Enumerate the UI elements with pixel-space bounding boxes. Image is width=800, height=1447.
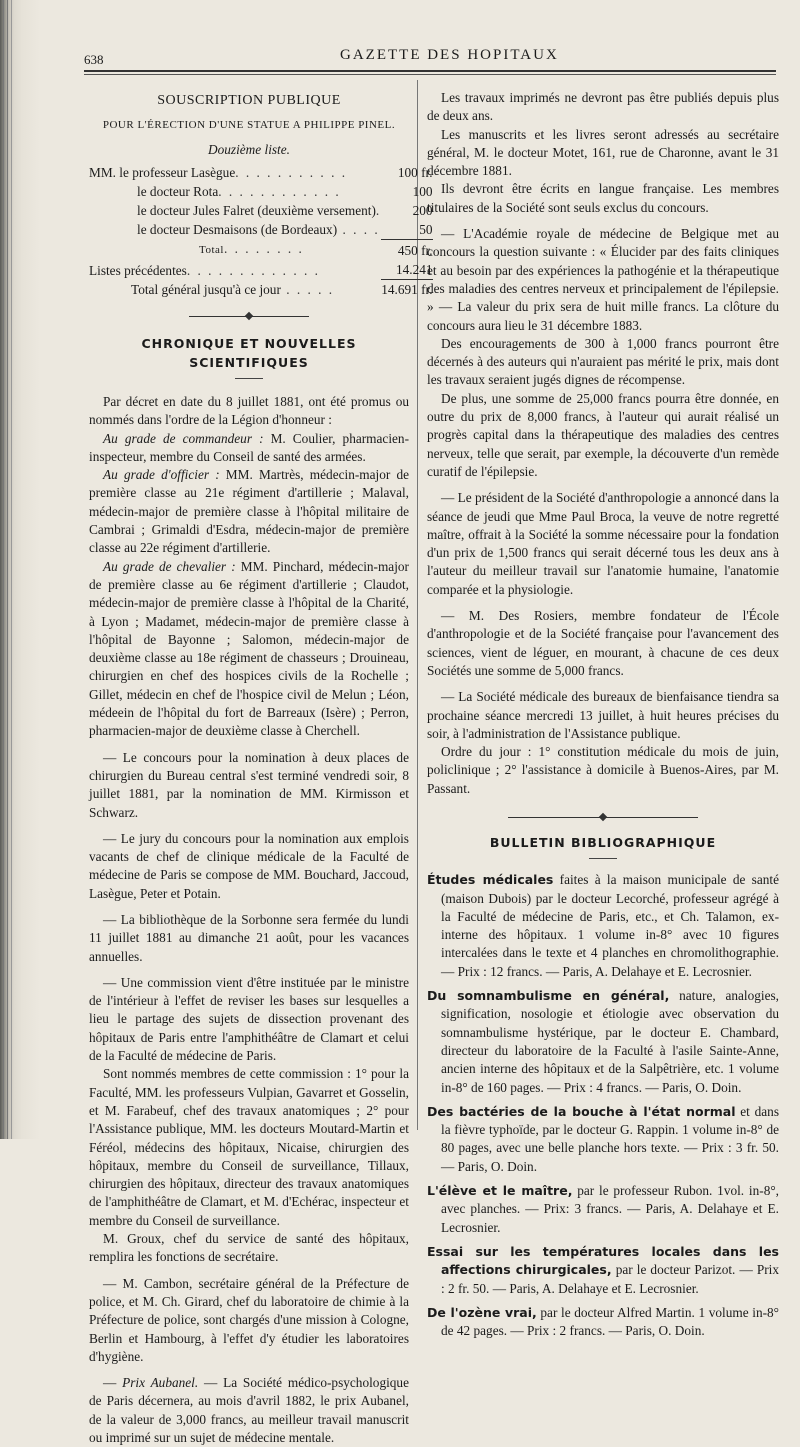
- subscription-row: [89, 201, 433, 220]
- dot-leader: .: [375, 202, 382, 218]
- chronique-heading: CHRONIQUE ET NOUVELLES SCIENTIFIQUES: [141, 336, 357, 370]
- paragraph: Sont nommés membres de cette commission : 1° pour la Faculté, MM. les professeurs Vulpian, Gavarret et Gosselin, et M. Farabeuf, chef des travaux anatomiques ; 2° pour l'Assistance publique, MM. les docteurs Moutard-Martin et Féréol, médecins des hôpitaux, Nicaise, chirurgien des hôpitaux, membre du Conseil de surveillance, Tillaux, chirurgien des hôpitaux, directeur des travaux anatomiques de l'amphithéâtre de Clamart, et M. d'Echérac, inspecteur et membre du Conseil de surveillance.: [89, 1066, 409, 1228]
- biblio-title: L'élève et le maître,: [427, 1183, 573, 1199]
- biblio-entry: [427, 1103, 779, 1176]
- spine-line: [7, 0, 8, 1139]
- grand-total-label: Total général jusqu'à ce jour: [131, 282, 281, 298]
- paragraph: [89, 430, 409, 467]
- paragraph: [89, 558, 409, 741]
- paragraph: Ordre du jour : 1° constitution médicale du mois de juin, policlinique ; 2° l'assistance à domicile à Buenos-Aires, par M. Passant.: [427, 744, 779, 796]
- paragraph-text: — La Société médico-psychologique de Paris décernera, au mois d'avril 1882, le prix Aubanel, de la valeur de 3,000 francs, au meilleur travail manuscrit ou imprimé sur un sujet de médecine mentale.: [89, 1375, 409, 1446]
- header-rule: [84, 74, 776, 75]
- short-rule: [235, 378, 263, 379]
- biblio-entry: [427, 871, 779, 981]
- paragraph: — Une commission vient d'être instituée par le ministre de l'intérieur à l'effet de reviser les bases sur lesquelles a lieu le partage des sujets de dissection provenant des hôpitaux de Paris entre l'amphithéâtre de Clamart et celui de la Faculté de médecine de Paris.: [89, 974, 409, 1064]
- biblio-entry: [427, 987, 779, 1097]
- subscription-total-row: [89, 239, 433, 260]
- biblio-body: faites à la maison municipale de santé (maison Dubois) par le docteur Lecorché, professeur agrégé à la Faculté de médecine de Paris, etc., et Ch. Talamon, ex-interne des hôpitaux. 1 volume in-8° avec 10 figures intercalées dans le texte et 4 planches en chromolithographie. — Prix : 12 francs. — Paris, A. Delahaye et E. Lecrosnier.: [441, 872, 779, 979]
- grade-label: Au grade de commandeur :: [103, 430, 264, 446]
- previous-amount: 14.241: [395, 262, 433, 278]
- biblio-entry: [427, 1243, 779, 1298]
- paragraph: Les travaux imprimés ne devront pas être publiés depuis plus de deux ans.: [427, 90, 779, 124]
- biblio-title: Essai sur les températures locales dans les affections chirurgicales,: [427, 1243, 779, 1278]
- biblio-entry: [427, 1182, 779, 1237]
- subscription-list-label: Douzième liste.: [208, 141, 290, 157]
- subscriber-name: MM. le professeur Lasègue: [89, 164, 236, 180]
- subscriber-name: le docteur Rota: [137, 183, 219, 199]
- subscriber-name: le docteur Jules Falret (deuxième versement): [137, 202, 376, 218]
- paragraph: M. Groux, chef du service de santé des hôpitaux, remplira les fonctions de secrétaire.: [89, 1231, 409, 1265]
- paragraph: Les manuscrits et les livres seront adressés au secrétaire général, M. le docteur Motet, 161, rue de Charonne, avant le 31 décembre 1881.: [427, 126, 779, 179]
- running-head: GAZETTE DES HOPITAUX: [340, 47, 559, 63]
- paragraph: — M. Cambon, secrétaire général de la Préfecture de police, et M. Ch. Girard, chef du laboratoire de chimie à la Préfecture de police, sont chargés d'une mission à Cologne, Berlin et Hambourg, à l'effet d'y étudier les laboratoires d'hygiène.: [89, 1275, 409, 1364]
- biblio-entry: [427, 1304, 779, 1341]
- biblio-title: De l'ozène vrai,: [427, 1304, 537, 1320]
- ornament-divider: [508, 812, 698, 822]
- subscription-previous-row: [89, 260, 433, 280]
- subscription-grand-total-row: [89, 280, 433, 300]
- bulletin-heading: BULLETIN BIBLIOGRAPHIQUE: [489, 834, 717, 850]
- subscriber-amount: 200: [412, 202, 433, 218]
- ornament-divider: [189, 311, 309, 321]
- biblio-title: Des bactéries de la bouche à l'état normal: [427, 1103, 736, 1119]
- paragraph: — Prix Aubanel. — La Société médico-psychologique de Paris décernera, au mois d'avril 1882, le prix Aubanel, de la valeur de 3,000 francs, au meilleur travail manuscrit ou imprimé sur un sujet de médecine mentale.: [89, 1375, 409, 1446]
- dot-leader: . . . . . . . .: [223, 241, 304, 257]
- spine-line: [11, 0, 12, 1139]
- paragraph: — Le concours pour la nomination à deux places de chirurgien du Bureau central s'est terminé vendredi soir, 8 juillet 1881, par la nomination de MM. Kirmisson et Schwarz.: [89, 749, 409, 820]
- paragraph: — Le jury du concours pour la nomination aux emplois vacants de chef de clinique médicale de la Faculté de médecine de Paris se compose de MM. Bouchard, Jaccoud, Lasègue, Peter et Potain.: [89, 830, 409, 901]
- paragraph: — La Société médicale des bureaux de bienfaisance tiendra sa prochaine séance mercredi 13 juillet, à huit heures précises du soir, à l'administration de l'Assistance publique.: [427, 689, 779, 741]
- paragraph: — L'Académie royale de médecine de Belgique met au concours la question suivante : « Élucider par des faits cliniques et au besoin par des expériences la pathogénie et la thérapeutique des maladies des centres nerveux et principalement de l'épilepsie. » — La valeur du prix sera de huit mille francs. La clôture du concours aura lieu le 31 décembre 1883.: [427, 226, 779, 333]
- grand-total-amount: 14.691 fr.: [381, 280, 432, 300]
- book-spine-shadow: [0, 0, 40, 1139]
- spine-line: [3, 0, 4, 1139]
- subscriber-name: le docteur Desmaisons (de Bordeaux): [137, 222, 338, 238]
- paragraph: [89, 466, 409, 557]
- paragraph-text: MM. Pinchard, médecin-major de première classe au 6e régiment d'artillerie ; Claudot, médecin-major de première classe à l'hôpital de la Charité, à Lyon ; Madamet, médecin-major de première classe à l'hôpital de Bayonne ; Salomon, médecin-major de deuxième classe au 18e régiment de chasseurs ; Drouineau, chirurgien en chef des hospices civils de la Rochelle ; Gillet, médecin en chef de l'hospice civil de Melun ; Léon, médeein de l'hôpital du fort de Barreaux (Isère) ; Perron, pharmacien-major de deuxième classe à Cherchell.: [89, 558, 409, 739]
- dot-leader: . . . . . . . . . . . .: [218, 183, 341, 199]
- right-column: [427, 89, 779, 1340]
- subscriber-amount: 100 fr.: [397, 164, 433, 180]
- total-label: Total: [199, 244, 224, 257]
- biblio-body: par le docteur Parizot. — Prix : 2 fr. 50. — Paris, A. Delahaye et E. Lecrosnier.: [441, 1262, 780, 1296]
- dot-leader: . . . . .: [280, 282, 335, 298]
- subscription-row: [89, 220, 433, 240]
- paragraph: De plus, une somme de 25,000 francs pourra être donnée, en outre du prix de 8,000 francs, à l'auteur qui aurait réalisé un progrès capital dans la thérapeutique des maladies des centres nerveux, telle que serait, par exemple, la découverte d'un remède curatif de l'épilepsie.: [427, 390, 779, 479]
- total-amount: 450 fr.: [381, 239, 432, 260]
- biblio-body: nature, analogies, signification, nosologie et étiologie avec observation du somnambulisme hystérique, par le docteur E. Chambard, directeur du laboratoire de la Faculté à l'asile Sainte-Anne, ancien interne des hôpitaux et de la Salpêtrière, etc. 1 volume in-8° de 160 pages. — Prix : 4 francs. — Paris, O. Doin.: [441, 988, 779, 1095]
- subscriber-amount: 100: [412, 183, 433, 199]
- biblio-body: par le docteur Alfred Martin. 1 volume in-8° de 42 pages. — Prix : 2 francs. — Paris, O. Doin.: [441, 1304, 779, 1339]
- grade-label: Au grade de chevalier :: [103, 558, 236, 574]
- paragraph: Par décret en date du 8 juillet 1881, ont été promus ou nommés dans l'ordre de la Légion d'honneur :: [89, 393, 409, 428]
- paragraph-text: MM. Martrès, médecin-major de première classe au 21e régiment d'artillerie ; Malaval, médecin-major de première classe à l'hôpital militaire de Cambrai ; Grimaldi d'Esdra, médecin-major de première classe au 22e régiment d'artillerie.: [89, 467, 410, 556]
- paragraph: — Le président de la Société d'anthropologie a annoncé dans la séance de jeudi que Mme Paul Broca, la veuve de notre regretté maître, offrait à la Société la somme nécessaire pour la fondation d'un prix de 1,500 francs qui serait décerné tous les deux ans à l'auteur du meilleur travail sur l'anatomie humaine, l'anatomie comparée et la physiologie.: [427, 490, 779, 597]
- subscriber-amount: 50: [419, 221, 433, 237]
- biblio-body: par le professeur Rubon. 1vol. in-8°, avec planches. — Prix: 3 francs. — Paris, A. Delahaye et E. Lecrosnier.: [441, 1183, 779, 1235]
- subscription-subtitle: POUR L'ÉRECTION D'UNE STATUE A PHILIPPE PINEL.: [102, 119, 396, 132]
- paragraph: Des encouragements de 300 à 1,000 francs pourront être décernés à des auteurs qui n'auraient pas mérité le prix, mais dont les travaux seraient jugés dignes de récompense.: [427, 335, 779, 388]
- paragraph-text: M. Coulier, pharmacien-inspecteur, membre du Conseil de santé des armées.: [89, 430, 409, 464]
- page-number: 638: [84, 52, 104, 67]
- subscription-title: SOUSCRIPTION PUBLIQUE: [157, 93, 341, 108]
- short-rule: [589, 858, 617, 859]
- header-rule: [84, 70, 776, 72]
- grade-label: Au grade d'officier :: [103, 467, 220, 483]
- paragraph: Ils devront être écrits en langue française. Les membres titulaires de la Société sont seuls exclus du concours.: [427, 181, 779, 215]
- paragraph: — M. Des Rosiers, membre fondateur de l'École d'anthropologie et de la Société française pour l'avancement des sciences, vient de léguer, en mourant, à chacune de ces deux Sociétés une somme de 5,000 francs.: [427, 608, 779, 678]
- dot-leader: . . . . . . . . . . . . .: [186, 262, 320, 278]
- biblio-title: Études médicales: [427, 872, 554, 888]
- biblio-title: Du somnambulisme en général,: [427, 988, 670, 1004]
- dot-leader: . . . . . . . . . . .: [235, 164, 348, 180]
- prize-label: Prix Aubanel.: [122, 1375, 199, 1391]
- previous-label: Listes précédentes: [89, 262, 187, 278]
- subscription-row: [89, 163, 433, 182]
- subscription-row: [89, 182, 433, 201]
- biblio-body: et dans la fièvre typhoïde, par le docteur G. Rappin. 1 volume in-8° de 80 pages, avec une belle planche hors texte. — Prix : 3 fr. 50. — Paris, O. Doin.: [441, 1103, 779, 1174]
- dot-leader: . . . .: [337, 222, 380, 238]
- paragraph: — La bibliothèque de la Sorbonne sera fermée du lundi 11 juillet 1881 au dimanche 21 août, pour les vacances annuelles.: [89, 912, 409, 964]
- left-column: [89, 92, 433, 1447]
- subscription-table: [89, 163, 433, 300]
